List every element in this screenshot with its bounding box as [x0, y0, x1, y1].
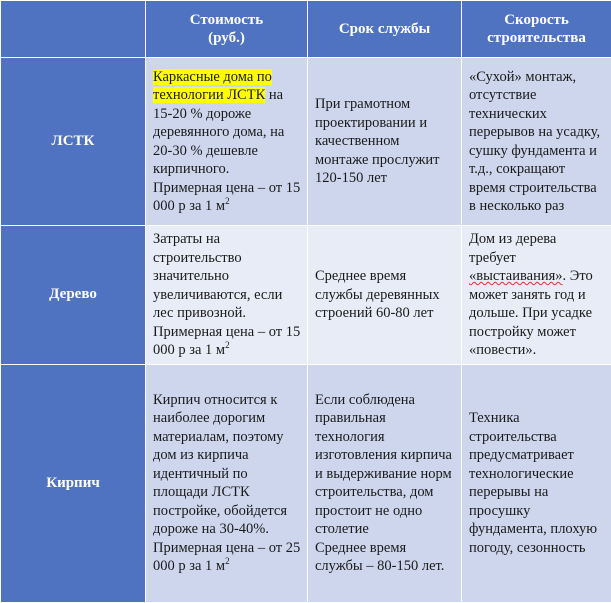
highlighted-text: Каркасные дома по технологии ЛСТК [153, 69, 272, 104]
price-text: Примерная цена – от 15 000 р за 1 м [153, 180, 300, 215]
cost-text: Кирпич относится к наиболее дорогим материалам, поэтому дом из кирпича идентичный по площади ЛСТК постройке, обойдется дороже на 30-40%. [153, 391, 301, 539]
speed-cell [462, 226, 611, 365]
header-speed-line1: Скорость [462, 11, 611, 29]
header-speed-line2: строительства [462, 29, 611, 47]
price-superscript: 2 [225, 196, 230, 206]
price-line [153, 179, 301, 216]
price-text: Примерная цена – от 25 000 р за 1 м [153, 540, 300, 575]
header-empty-cell [1, 1, 146, 58]
cost-cell [146, 58, 308, 226]
price-line [153, 323, 301, 360]
spellcheck-underlined-word: «выстаивания» [469, 268, 563, 284]
lifetime-cell [308, 364, 462, 602]
header-cost [146, 1, 308, 58]
cost-text: на 15-20 % дороже деревянного дома, на 20-30 % дешевле кирпичного. [153, 87, 284, 177]
speed-text-pre: Дом из дерева требует [469, 231, 556, 266]
lifetime-text-2: Среднее время службы – 80-150 лет. [315, 539, 455, 576]
header-cost-line1: Стоимость [146, 11, 307, 29]
row-label-brick: Кирпич [1, 364, 146, 602]
row-label-wood: Дерево [1, 226, 146, 365]
price-superscript: 2 [225, 556, 230, 566]
price-superscript: 2 [225, 340, 230, 350]
table-row [1, 364, 611, 602]
table-row [1, 58, 611, 226]
lifetime-text-1: Если соблюдена правильная технология изготовления кирпича и выдерживание норм строительства, дом простоит не одно столетие [315, 391, 455, 539]
speed-cell: Техника строительства предусматривает технологические перерывы на просушку фундамента, плохую погоду, сезонность [462, 364, 611, 602]
header-cost-line2: (руб.) [146, 29, 307, 47]
table-row [1, 226, 611, 365]
header-lifetime: Срок службы [308, 1, 462, 58]
speed-cell: «Сухой» монтаж, отсутствие технических перерывов на усадку, сушку фундамента и т.д., сокращают время строительства в несколько раз [462, 58, 611, 226]
row-label-lstk: ЛСТК [1, 58, 146, 226]
cost-cell [146, 226, 308, 365]
lifetime-cell: Среднее время службы деревянных строений 60-80 лет [308, 226, 462, 365]
price-text: Примерная цена – от 15 000 р за 1 м [153, 324, 300, 359]
price-line [153, 539, 301, 576]
header-speed [462, 1, 611, 58]
speed-text-post: . Это может занять год и дольше. При усадке постройку может «повести». [469, 268, 593, 358]
cost-cell [146, 364, 308, 602]
header-row [1, 1, 611, 58]
lifetime-cell: При грамотном проектировании и качественном монтаже прослужит 120-150 лет [308, 58, 462, 226]
cost-text: Затраты на строительство значительно увеличиваются, если лес привозной. [153, 230, 301, 323]
